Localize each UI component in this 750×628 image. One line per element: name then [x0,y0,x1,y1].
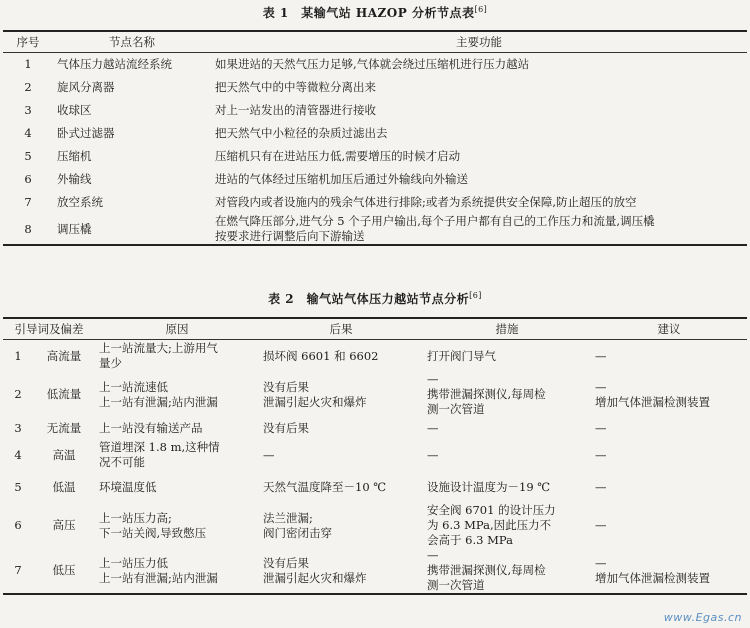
table2-caption-text: 表 2 输气站气体压力越站节点分析 [268,292,470,306]
header-cause: 原因 [165,321,189,336]
cell-index: 6 [14,518,22,532]
cell-function: 对管段内或者设施内的残余气体进行排除;或者为系统提供安全保障,防止超压的放空 [215,195,637,209]
table-row [3,99,747,122]
table-row [3,439,747,471]
header-consequence: 后果 [329,321,353,336]
cell-node-name: 气体压力越站流经系统 [57,57,172,71]
table-row [3,340,747,373]
table-row [3,214,747,245]
table-row [3,417,747,439]
cell-consequence: 法兰泄漏; 阀门密闭击穿 [263,510,332,540]
cell-index: 4 [24,126,32,140]
cell-node-name: 收球区 [57,103,92,117]
cell-index: 7 [24,195,32,209]
cell-index: 3 [14,420,22,435]
cell-node-name: 旋风分离器 [57,80,115,94]
table-row [3,471,747,503]
cell-consequence: 没有后果 泄漏引起火灾和爆炸 [263,555,367,585]
cell-function: 进站的气体经过压缩机加压后通过外输线向外输送 [215,172,468,186]
table1-header-row [3,31,747,53]
cell-node-name: 放空系统 [57,195,103,209]
cell-index: 1 [24,57,32,71]
pressure-bypass-analysis-table [3,317,747,595]
header-measure: 措施 [495,321,519,336]
cell-guideword: 低温 [52,479,76,494]
cell-index: 7 [14,563,22,577]
table2-header-row [3,318,747,340]
cell-suggestion: — 增加气体泄漏检测装置 [595,555,710,585]
cell-guideword: 无流量 [46,420,82,435]
cell-index: 4 [14,447,22,462]
cell-cause: 上一站压力低 上一站有泄漏;站内泄漏 [99,555,218,585]
cell-measure: — [427,420,439,435]
table2-ref: [6] [469,291,482,300]
table-row [3,168,747,191]
cell-measure: 打开阀门导气 [427,348,496,363]
cell-consequence: — [263,447,275,462]
cell-index: 5 [14,479,22,494]
cell-function: 对上一站发出的清管器进行接收 [215,103,376,117]
cell-suggestion: — 增加气体泄漏检测装置 [595,379,710,409]
header-index: 序号 [16,34,40,49]
cell-cause: 上一站没有输送产品 [99,420,203,435]
watermark-text: www.Egas.cn [663,611,742,624]
table-row [3,53,747,77]
cell-function: 压缩机只有在进站压力低,需要增压的时候才启动 [215,149,461,163]
table-row [3,191,747,214]
cell-cause: 环境温度低 [99,479,157,494]
cell-function: 把天然气中的中等微粒分离出来 [215,80,376,94]
cell-index: 2 [24,80,32,94]
cell-consequence: 没有后果 [263,420,309,435]
cell-index: 6 [24,172,32,186]
cell-index: 2 [14,387,22,401]
cell-cause: 上一站流量大;上游用气 量少 [99,341,218,370]
cell-cause: 上一站压力高; 下一站关阀,导致憋压 [99,510,207,540]
cell-node-name: 外输线 [57,172,92,186]
header-guideword: 引导词及偏差 [14,321,84,336]
cell-measure: — 携带泄漏探测仪,每周检 测一次管道 [427,372,546,416]
cell-index: 8 [24,221,32,236]
cell-consequence: 损坏阀 6601 和 6602 [263,348,379,363]
table-row [3,503,747,548]
header-node-name: 节点名称 [109,34,155,49]
cell-guideword: 高压 [52,518,76,532]
table2-caption [0,290,750,307]
header-function: 主要功能 [456,34,502,49]
cell-cause: 管道埋深 1.8 m,这种情 况不可能 [99,440,220,469]
cell-suggestion: — [595,420,607,435]
cell-consequence: 天然气温度降至－10 ℃ [263,479,387,494]
table1-caption-text: 表 1 某输气站 HAZOP 分析节点表 [262,6,475,20]
table1-ref: [6] [474,5,488,14]
cell-measure: — [427,447,439,462]
table-row [3,372,747,417]
cell-measure: 设施设计温度为－19 ℃ [427,479,551,494]
cell-cause: 上一站流速低 上一站有泄漏;站内泄漏 [99,379,218,409]
cell-index: 1 [14,348,22,363]
cell-node-name: 压缩机 [57,149,92,163]
cell-index: 5 [24,149,32,163]
cell-function: 把天然气中小粒径的杂质过滤出去 [215,126,388,140]
cell-guideword: 高流量 [46,348,82,363]
hazop-node-table [3,30,747,246]
table-row [3,122,747,145]
cell-guideword: 低流量 [46,387,82,401]
cell-guideword: 高温 [52,447,76,462]
header-suggestion: 建议 [657,321,681,336]
table-row [3,145,747,168]
cell-measure: — 携带泄漏探测仪,每周检 测一次管道 [427,548,546,592]
cell-suggestion: — [595,348,607,363]
cell-index: 3 [24,103,32,117]
cell-suggestion: — [595,479,607,494]
table-row [3,76,747,99]
cell-node-name: 调压橇 [57,221,92,236]
cell-suggestion: — [595,447,607,462]
cell-function: 如果进站的天然气压力足够,气体就会绕过压缩机进行压力越站 [215,57,530,71]
cell-guideword: 低压 [52,563,76,577]
table-row [3,548,747,594]
cell-consequence: 没有后果 泄漏引起火灾和爆炸 [263,379,367,409]
cell-measure: 安全阀 6701 的设计压力 为 6.3 MPa,因此压力不 会高于 6.3 MPa [427,503,556,547]
table1-caption [0,4,750,21]
cell-node-name: 卧式过滤器 [57,126,115,140]
cell-function: 在燃气降压部分,进气分 5 个子用户输出,每个子用户都有自己的工作压力和流量,调压橇 按要求进行调整后向下游输送 [215,214,655,243]
cell-suggestion: — [595,518,607,532]
